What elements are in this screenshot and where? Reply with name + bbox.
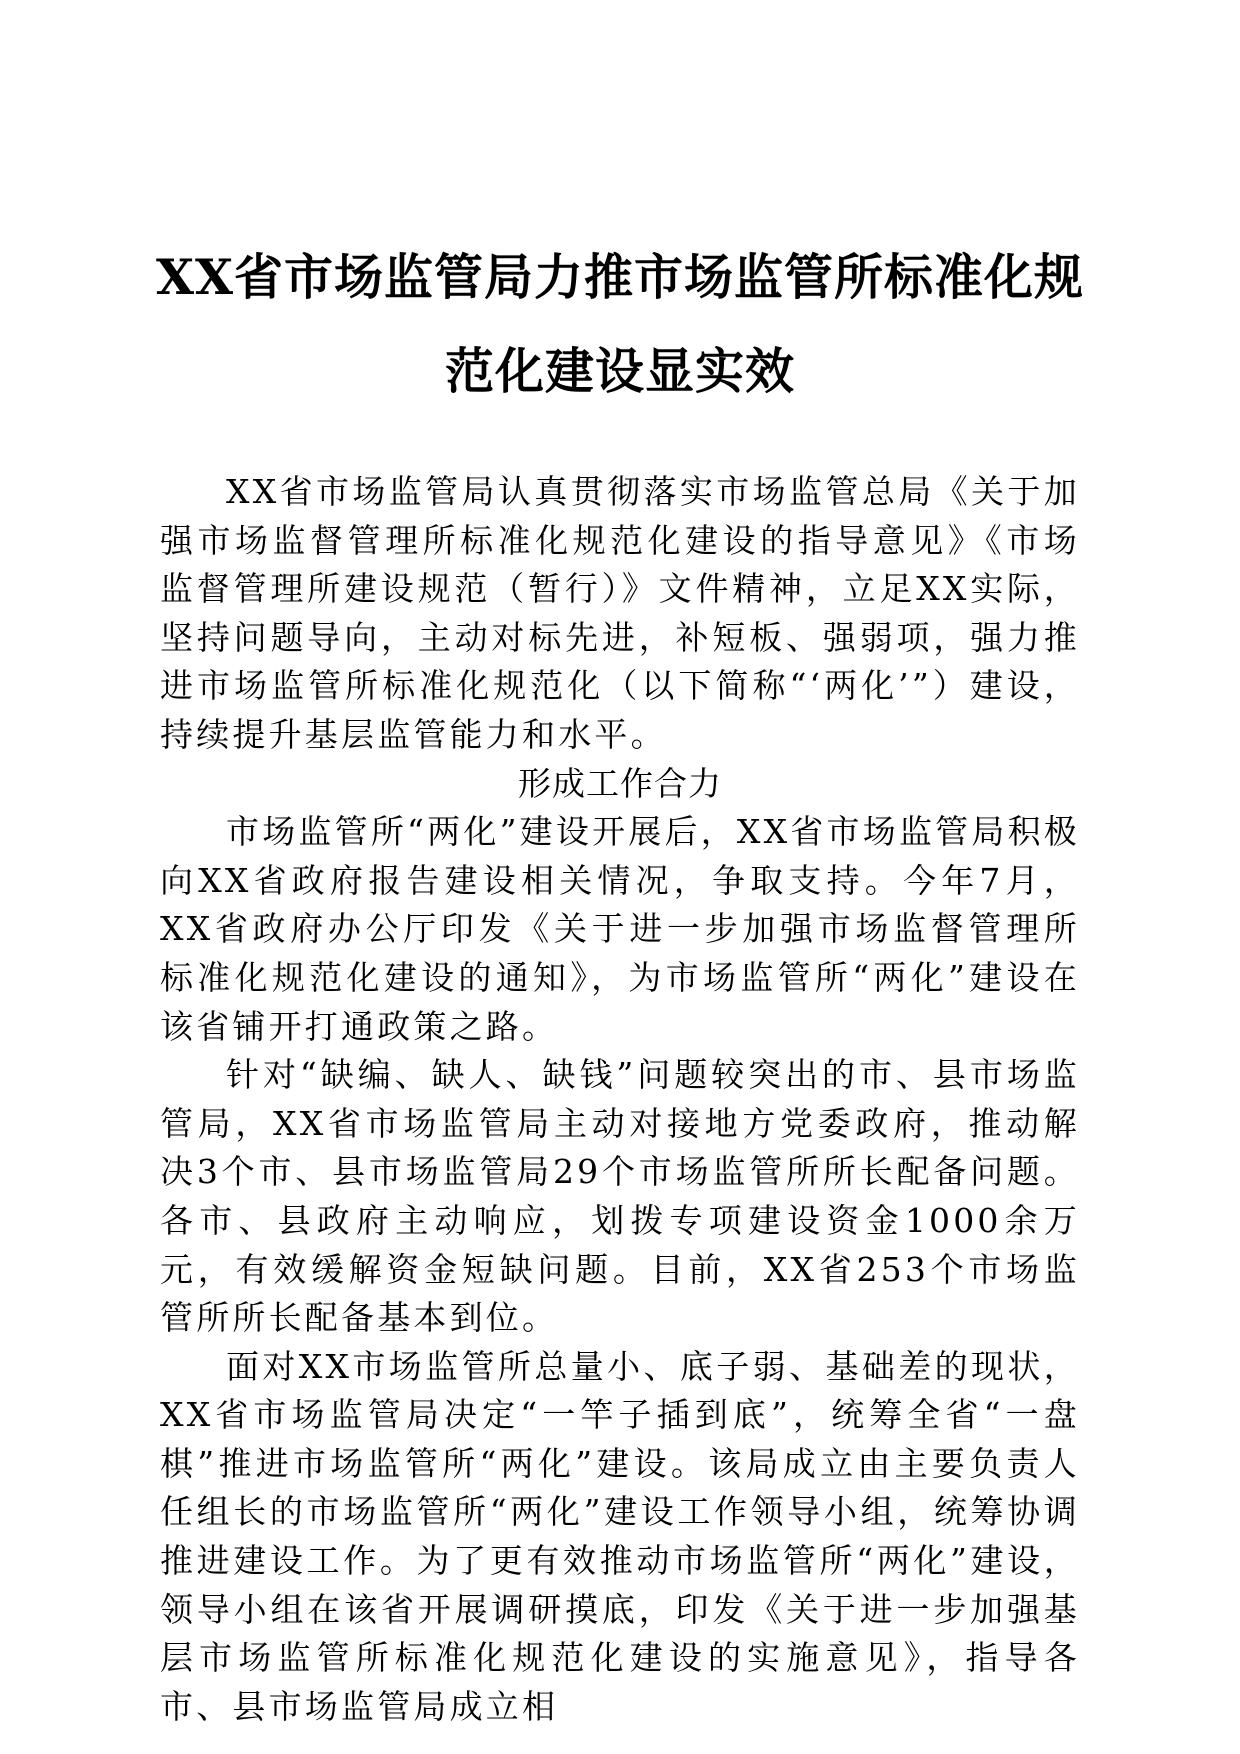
document-body [160,468,1080,1731]
body-paragraph: 面对XX市场监管所总量小、底子弱、基础差的现状，XX省市场监管局决定“一竿子插到底”，统筹全省“一盘棋”推进市场监管所“两化”建设。该局成立由主要负责人任组长的市场监管所“两化”建设工作领导小组，统筹协调推进建设工作。为了更有效推动市场监管所“两化”建设，领导小组在该省开展调研摸底，印发《关于进一步加强基层市场监管所标准化规范化建设的实施意见》，指导各市、县市场监管局成立相 [160,1346,1080,1726]
body-paragraph: 针对“缺编、缺人、缺钱”问题较突出的市、县市场监管局，XX省市场监管局主动对接地方党委政府，推动解决3个市、县市场监管局29个市场监管所所长配备问题。各市、县政府主动响应，划拨专项建设资金1000余万元，有效缓解资金短缺问题。目前，XX省253个市场监管所所长配备基本到位。 [160,1055,1080,1338]
section-heading: 形成工作合力 [518,763,722,803]
intro-paragraph: XX省市场监管局认真贯彻落实市场监管总局《关于加强市场监督管理所标准化规范化建设的指导意见》《市场监督管理所建设规范（暂行）》文件精神，立足XX实际，坚持问题导向，主动对标先进，补短板、强弱项，强力推进市场监管所标准化规范化（以下简称“‘两化’”）建设，持续提升基层监管能力和水平。 [160,472,1080,754]
document-title: XX省市场监管局力推市场监管所标准化规范化建设显实效 [155,248,1085,400]
body-paragraph: 市场监管所“两化”建设开展后，XX省市场监管局积极向XX省政府报告建设相关情况，争取支持。今年7月，XX省政府办公厅印发《关于进一步加强市场监督管理所标准化规范化建设的通知》，为市场监管所“两化”建设在该省铺开打通政策之路。 [160,812,1080,1046]
